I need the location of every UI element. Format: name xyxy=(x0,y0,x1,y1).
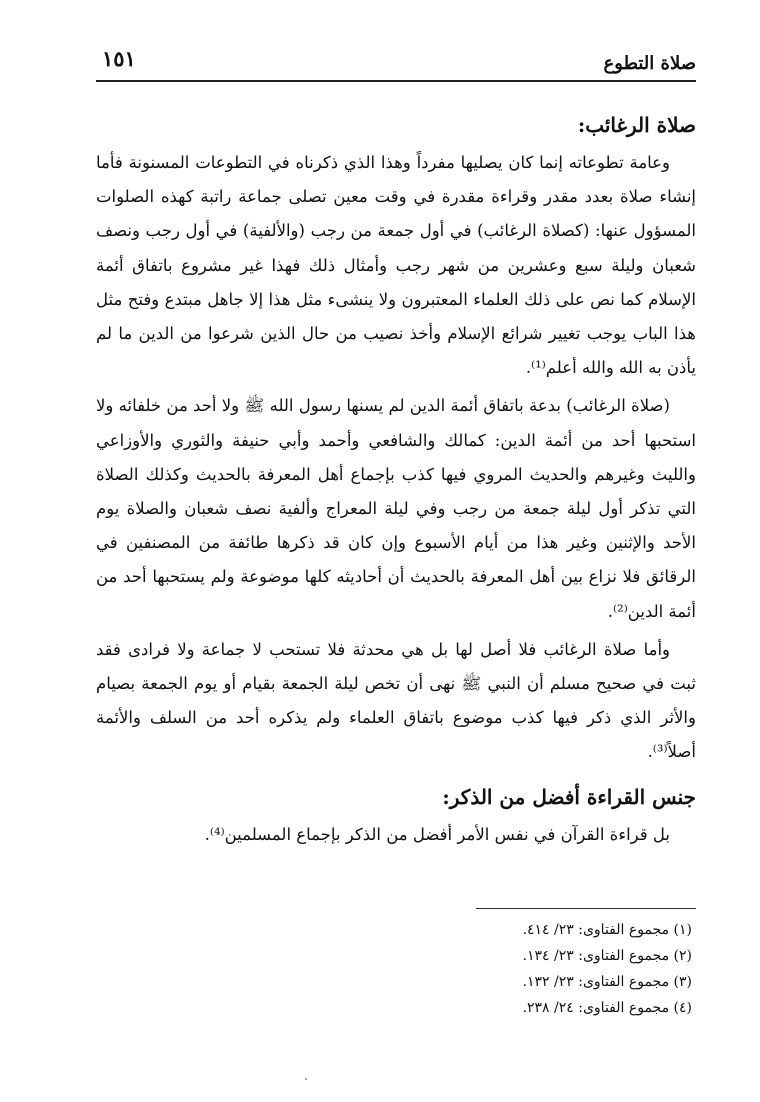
footnote-divider xyxy=(476,908,696,909)
paragraph-2: (صلاة الرغائب) بدعة باتفاق أئمة الدين لم يسنها رسول الله ﷺ ولا أحد من خلفائه ولا استحبها أحد من أئمة الدين: كمالك والشافعي وأحمد وأبي حنيفة والثوري والأوزاعي والليث وغيرهم والحديث المروي فيها كذب بإجماع أهل المعرفة بالحديث وكذلك الصلاة التي تذكر أول ليلة جمعة من رجب وفي ليلة المعراج وألفية نصف شعبان والصلاة يوم الأحد والإثنين وغير هذا من أيام الأسبوع وإن كان قد ذكرها طائفة من المصنفين في الرقائق فلا نزاع بين أهل المعرفة بالحديث أن أحاديثه كلها موضوعة ولم يستحبها أحد من أئمة الدين⁽²⁾. xyxy=(96,396,696,621)
running-header-title: صلاة التطوع xyxy=(603,53,696,74)
page-number: ١٥١ xyxy=(102,46,136,71)
paragraph-1: وعامة تطوعاته إنما كان يصليها مفرداً وهذا الذي ذكرناه في التطوعات المسنونة فأما إنشاء صلاة بعدد مقدر وقراءة مقدرة في وقت معين تصلى جماعة راتبة كهذه الصلوات المسؤول عنها: (كصلاة الرغائب) في أول جمعة من رجب (والألفية) في أول رجب ونصف شعبان وليلة سبع وعشرين من شهر رجب وأمثال ذلك فهذا غير مشروع باتفاق أئمة الإسلام كما نص على ذلك العلماء المعتبرون ولا ينشىء مثل هذا إلا جاهل مبتدع وفتح مثل هذا الباب يوجب تغيير شرائع الإسلام وأخذ نصيب من حال الذين شرعوا من الدين ما لم يأذن به الله والله أعلم⁽¹⁾. xyxy=(96,153,696,378)
section-heading-raghaib: صلاة الرغائب: xyxy=(577,113,696,137)
footnote-3: (٣) مجموع الفتاوى: ٢٣/ ١٣٢. xyxy=(522,974,692,990)
scan-speck xyxy=(305,1078,307,1080)
running-header xyxy=(96,40,696,82)
footnote-2: (٢) مجموع الفتاوى: ٢٣/ ١٣٤. xyxy=(522,948,692,964)
footnotes xyxy=(96,908,696,1021)
paragraph-4: بل قراءة القرآن في نفس الأمر أفضل من الذكر بإجماع المسلمين⁽⁴⁾. xyxy=(204,824,670,844)
main-text xyxy=(96,108,696,856)
footnote-4: (٤) مجموع الفتاوى: ٢٤/ ٢٣٨. xyxy=(522,1000,692,1016)
footnote-1: (١) مجموع الفتاوى: ٢٣/ ٤١٤. xyxy=(522,922,692,938)
section-heading-recitation: جنس القراءة أفضل من الذكر: xyxy=(442,784,696,809)
paragraph-3: وأما صلاة الرغائب فلا أصل لها بل هي محدثة فلا تستحب لا جماعة ولا فرادى فقد ثبت في صحيح مسلم أن النبي ﷺ نهى أن تخص ليلة الجمعة بقيام أو يوم الجمعة بصيام والأثر الذي ذكر فيها كذب موضوع باتفاق العلماء ولم يذكره أحد من السلف والأئمة أصلاً⁽³⁾. xyxy=(96,639,696,762)
